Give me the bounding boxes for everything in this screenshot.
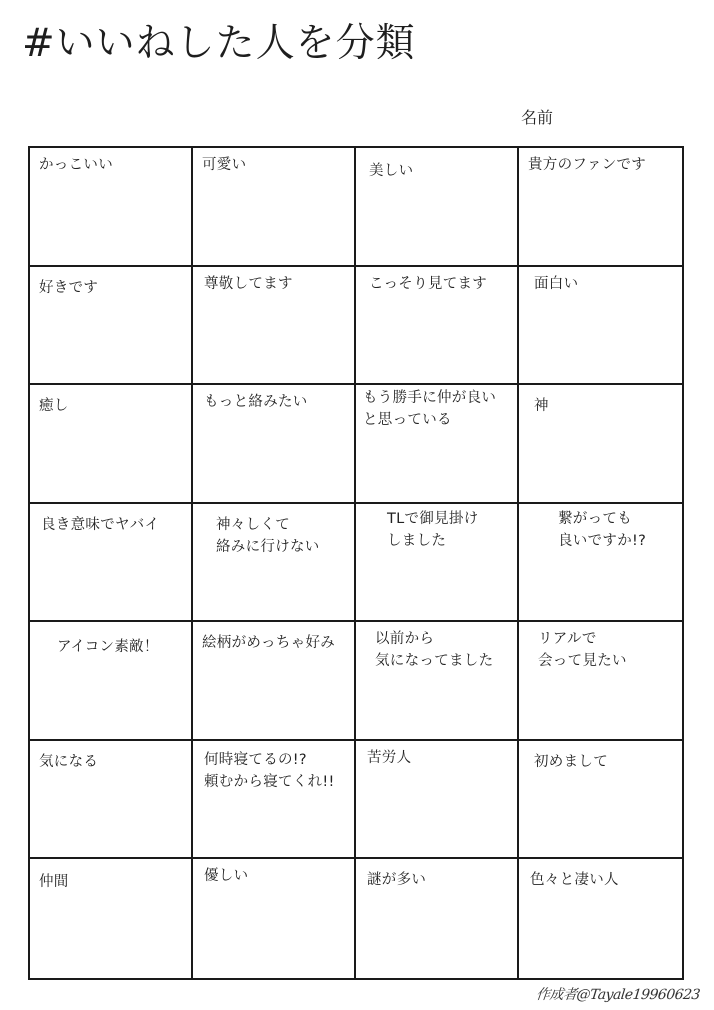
category-cell: [356, 859, 519, 978]
category-cell: [356, 267, 519, 386]
category-label: 神: [534, 398, 549, 415]
category-label: 何時寝てるの!? 頼むから寝てくれ!!: [204, 751, 335, 790]
category-cell: [30, 859, 193, 978]
classification-grid: [28, 146, 684, 980]
category-label: 良き意味でヤバイ: [41, 516, 160, 533]
category-cell: [356, 741, 519, 860]
category-cell: [519, 741, 682, 860]
category-cell: [519, 859, 682, 978]
category-cell: [519, 622, 682, 741]
category-cell: [193, 859, 356, 978]
category-label: 仲間: [39, 874, 69, 891]
category-cell: [30, 148, 193, 267]
category-cell: [356, 504, 519, 623]
category-label: 面白い: [534, 275, 579, 292]
category-cell: [193, 267, 356, 386]
category-label: 美しい: [369, 163, 414, 179]
category-label: リアルで 会って見たい: [538, 631, 627, 670]
category-cell: [519, 504, 682, 623]
category-cell: [30, 385, 193, 504]
category-cell: [356, 385, 519, 504]
category-label: もう勝手に仲が良い と思っている: [363, 390, 497, 429]
category-label: もっと絡みたい: [204, 394, 308, 411]
category-cell: [30, 741, 193, 860]
category-cell: [193, 622, 356, 741]
category-label: こっそり見てます: [369, 275, 488, 292]
category-label: 以前から 気になってました: [375, 631, 494, 670]
category-label: 優しい: [204, 868, 249, 885]
category-label: 繋がっても 良いですか!?: [558, 510, 647, 549]
category-label: TLで御見掛け しました: [387, 510, 479, 549]
category-label: アイコン素敵！: [57, 639, 159, 656]
category-cell: [356, 148, 519, 267]
category-cell: [30, 622, 193, 741]
category-label: 苦労人: [367, 749, 412, 766]
category-label: 謎が多い: [367, 872, 427, 889]
category-label: 尊敬してます: [204, 275, 293, 292]
category-label: かっこいい: [39, 157, 113, 173]
category-cell: [193, 504, 356, 623]
category-label: 神々しくて 絡みに行けない: [216, 516, 320, 555]
category-label: 貴方のファンです: [528, 157, 647, 173]
page-title: #いいねした人を分類: [22, 21, 416, 66]
category-cell: [519, 385, 682, 504]
category-label: 絵柄がめっちゃ好み: [202, 635, 336, 652]
author-signature: 作成者@Tayale19960623: [535, 987, 701, 1003]
category-cell: [30, 267, 193, 386]
category-label: 好きです: [39, 279, 99, 296]
category-label: 可愛い: [202, 157, 247, 173]
category-label: 気になる: [39, 753, 99, 770]
category-cell: [193, 741, 356, 860]
category-cell: [193, 148, 356, 267]
category-cell: [193, 385, 356, 504]
category-label: 色々と凄い人: [530, 872, 619, 889]
name-label: 名前: [521, 108, 554, 127]
category-cell: [519, 148, 682, 267]
category-cell: [356, 622, 519, 741]
category-cell: [30, 504, 193, 623]
category-cell: [519, 267, 682, 386]
category-label: 癒し: [39, 398, 69, 415]
category-label: 初めまして: [534, 753, 608, 770]
